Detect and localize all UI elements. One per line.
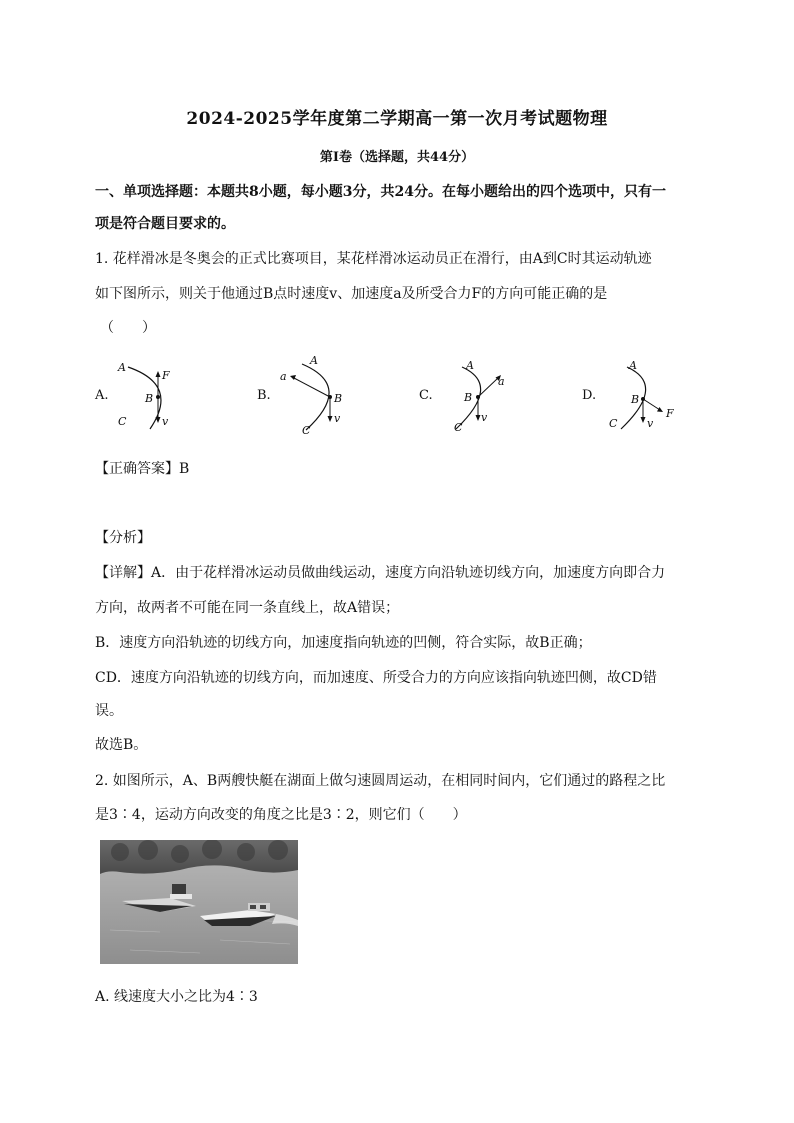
q1-conclusion: 故选B。 [95, 737, 148, 753]
q1-stem-line2: 如下图所示，则关于他通过B点时速度v、加速度a及所受合力F的方向可能正确的是 [95, 286, 608, 302]
label-a: A [466, 359, 474, 372]
q1-detail-line1: 【详解】A．由于花样滑冰运动员做曲线运动，速度方向沿轨迹切线方向，加速度方向即合力 [95, 565, 666, 581]
section-subtitle: 第I卷（选择题，共44分） [319, 150, 475, 165]
label-a: A [310, 354, 318, 367]
exam-title: 2024-2025学年度第二学期高一第一次月考试题物理 [186, 109, 608, 129]
label-b: B [145, 392, 154, 405]
label-c: C [454, 421, 463, 434]
label-b: B [464, 391, 473, 404]
section1-line1: 一、单项选择题：本题共8小题，每小题3分，共24分。在每小题给出的四个选项中，只有一 [95, 184, 666, 200]
q1-option-a-label: A. [95, 388, 109, 403]
q1-option-a-diagram [110, 355, 190, 435]
label-c: C [302, 424, 311, 437]
label-c: C [118, 415, 127, 428]
q1-option-b-diagram [272, 350, 352, 435]
q1-detail-line4: CD．速度方向沿轨迹的切线方向，而加速度、所受合力的方向应该指向轨迹凹侧，故CD错 [95, 670, 657, 686]
label-force: F [666, 407, 674, 420]
label-a: A [118, 361, 126, 374]
q1-option-b-label: B. [257, 388, 271, 403]
q1-detail-line5: 误。 [95, 703, 123, 719]
q2-stem-line1: 2. 如图所示，A、B两艘快艇在湖面上做匀速圆周运动，在相同时间内，它们通过的路程之比 [95, 773, 666, 789]
label-c: C [609, 417, 618, 430]
q1-detail-line3: B．速度方向沿轨迹的切线方向，加速度指向轨迹的凹侧，符合实际，故B正确； [95, 635, 592, 651]
acceleration-arrow [294, 378, 330, 397]
label-force: F [162, 369, 170, 382]
q1-option-c-label: C. [419, 388, 433, 403]
q2-option-a: A. 线速度大小之比为4∶3 [95, 989, 258, 1005]
label-velocity: v [334, 412, 341, 425]
q1-correct-answer: 【正确答案】B [95, 461, 190, 477]
q2-stem-line2: 是3∶4，运动方向改变的角度之比是3∶2，则它们（ ） [95, 807, 467, 823]
section1-line2: 项是符合题目要求的。 [95, 216, 235, 232]
label-a: A [629, 359, 637, 372]
q1-answer-paren: （ ） [100, 320, 156, 336]
label-acceleration: a [280, 370, 287, 383]
trajectory-curve [302, 364, 329, 430]
label-velocity: v [647, 417, 654, 430]
force-arrow [643, 399, 660, 410]
q1-detail-line2: 方向，故两者不可能在同一条直线上，故A错误； [95, 600, 400, 616]
q1-option-c-diagram [440, 355, 525, 435]
q1-option-d-diagram [605, 355, 690, 435]
label-b: B [631, 393, 640, 406]
q1-analysis-heading: 【分析】 [95, 530, 151, 546]
label-velocity: v [162, 415, 169, 428]
speedboats-photo [100, 840, 298, 964]
label-b: B [334, 392, 343, 405]
q1-option-d-label: D. [582, 388, 597, 403]
label-acceleration: a [498, 375, 505, 388]
label-velocity: v [481, 411, 488, 424]
q1-stem-line1: 1. 花样滑冰是冬奥会的正式比赛项目，某花样滑冰运动员正在滑行，由A到C时其运动轨迹 [95, 251, 652, 267]
